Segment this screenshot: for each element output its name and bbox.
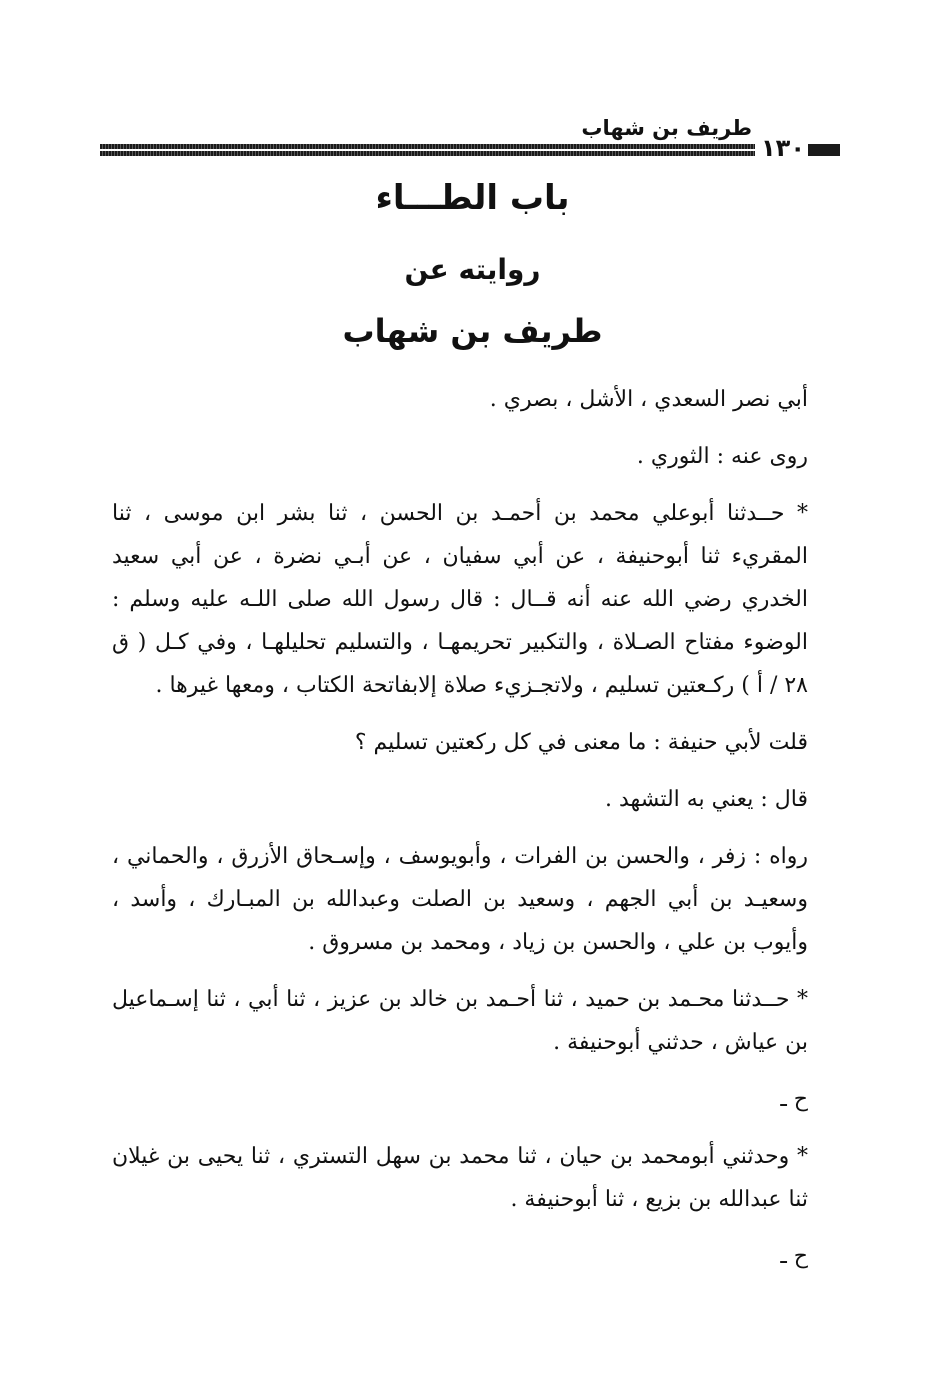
page-number: ١٣٠ xyxy=(761,134,805,162)
paragraph: أبي نصر السعدي ، الأشل ، بصري . xyxy=(489,387,808,412)
header-rule xyxy=(100,144,755,156)
paragraph: * حــدثنا محـمد بن حميد ، ثنا أحـمد بن خالد بن عزيز ، ثنا أبي ، ثنا إسـماعيل بن عياش ، حدثني أبوحنيفة . xyxy=(112,987,808,1055)
narrator-title: طريف بن شهاب xyxy=(342,312,603,350)
paragraph: روى عنه : الثوري . xyxy=(636,444,808,469)
body-text xyxy=(112,378,830,1292)
paragraph: رواه : زفر ، والحسن بن الفرات ، وأبويوسف ، وإسـحاق الأزرق ، والحماني ، وسعيـد بن أبي الجهم ، وسعيد بن الصلت وعبدالله بن المبـارك ، وأسد ، وأيوب بن علي ، والحسن بن زياد ، ومحمد بن مسروق . xyxy=(112,844,808,955)
paragraph: * حــدثنا أبوعلي محمد بن أحمـد بن الحسن ، ثنا بشر ابن موسى ، ثنا المقريء ثنا أبوحنيفة ، عن أبي سفيان ، عن أبـي نضرة ، عن أبي سعيد الخدري رضي الله عنه أنه قــال : قال رسول الله صلى اللـه عليه وسلم : الوضوء مفتاح الصـلاة ، والتكبير تحريمهـا ، والتسليم تحليلهـا ، وفي كـل ( ق ٢٨ / أ ) ركـعتين تسليم ، ولاتجـزيء صلاة إلابفاتحة الكتاب ، ومعها غيرها . xyxy=(112,501,808,698)
section-subtitle: روايته عن xyxy=(404,253,541,286)
running-title: طريف بن شهاب xyxy=(581,116,752,140)
header-rule-end xyxy=(808,144,840,156)
chapter-title: باب الطـــاء xyxy=(375,178,570,218)
paragraph: ح ـ xyxy=(780,1087,808,1112)
paragraph: * وحدثني أبومحمد بن حيان ، ثنا محمد بن سهل التستري ، ثنا يحيى بن غيلان ثنا عبدالله بن بزيع ، ثنا أبوحنيفة . xyxy=(112,1144,808,1212)
page-header xyxy=(100,112,840,162)
paragraph: قلت لأبي حنيفة : ما معنى في كل ركعتين تسليم ؟ xyxy=(354,730,808,755)
paragraph: ح ـ xyxy=(780,1244,808,1269)
paragraph: قال : يعني به التشهد . xyxy=(605,787,808,812)
